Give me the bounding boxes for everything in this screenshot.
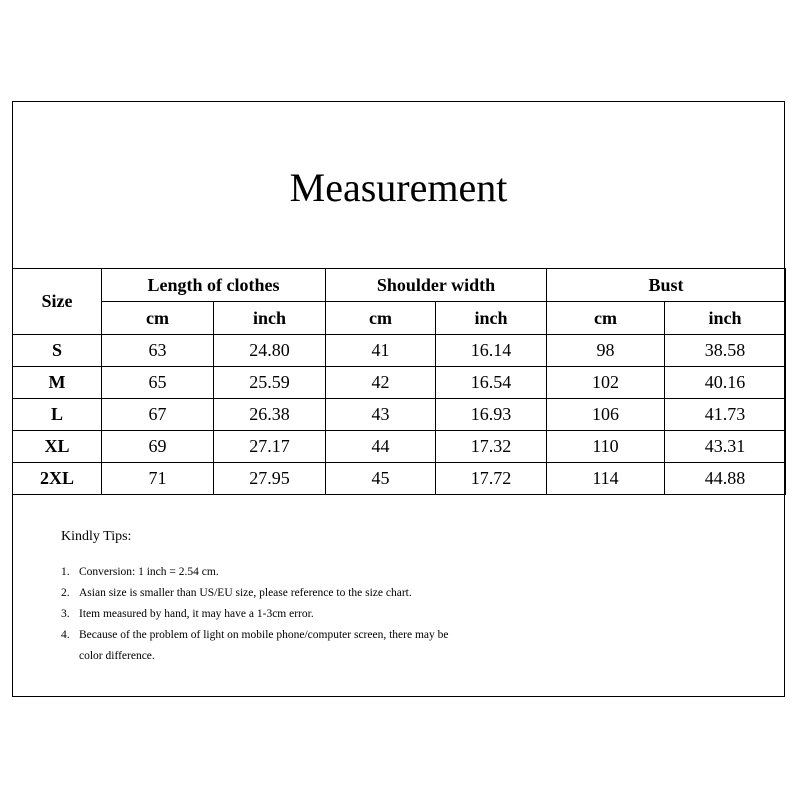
size-header: Size [13,269,102,335]
unit-header: inch [214,302,326,335]
table-row [13,335,786,367]
value-cell: 27.17 [214,431,326,463]
value-cell: 16.14 [436,335,547,367]
list-item-number: 1. [61,566,70,578]
size-table [12,268,786,495]
list-item-text-continued: color difference. [79,650,155,662]
size-cell: M [13,367,102,399]
list-item [61,625,741,667]
size-cell: XL [13,431,102,463]
list-item-text: Because of the problem of light on mobile phone/computer screen, there may be [79,629,449,641]
table-row [13,431,786,463]
value-cell: 67 [102,399,214,431]
list-item [61,583,741,604]
value-cell: 26.38 [214,399,326,431]
value-cell: 44.88 [665,463,786,495]
value-cell: 17.32 [436,431,547,463]
unit-header-row [13,302,786,335]
size-cell: 2XL [13,463,102,495]
value-cell: 43 [326,399,436,431]
group-header-length: Length of clothes [102,269,326,302]
title-area [13,102,784,268]
unit-header: cm [102,302,214,335]
list-item-text: Conversion: 1 inch = 2.54 cm. [79,566,219,578]
list-item-number: 2. [61,587,70,599]
value-cell: 98 [547,335,665,367]
value-cell: 45 [326,463,436,495]
measurement-card [12,101,785,697]
table-row [13,367,786,399]
group-header-row [13,269,786,302]
unit-header: cm [547,302,665,335]
value-cell: 38.58 [665,335,786,367]
value-cell: 41 [326,335,436,367]
value-cell: 42 [326,367,436,399]
list-item [61,604,741,625]
value-cell: 71 [102,463,214,495]
value-cell: 65 [102,367,214,399]
list-item-text: Item measured by hand, it may have a 1-3cm error. [79,608,314,620]
value-cell: 17.72 [436,463,547,495]
group-header-shoulder: Shoulder width [326,269,547,302]
tips-section [61,528,741,667]
list-item-number: 3. [61,608,70,620]
list-item-text: Asian size is smaller than US/EU size, please reference to the size chart. [79,587,412,599]
value-cell: 43.31 [665,431,786,463]
unit-header: inch [436,302,547,335]
page-title: Measurement [289,165,508,210]
value-cell: 27.95 [214,463,326,495]
value-cell: 106 [547,399,665,431]
unit-header: cm [326,302,436,335]
value-cell: 44 [326,431,436,463]
value-cell: 16.54 [436,367,547,399]
value-cell: 16.93 [436,399,547,431]
size-cell: S [13,335,102,367]
value-cell: 24.80 [214,335,326,367]
unit-header: inch [665,302,786,335]
value-cell: 25.59 [214,367,326,399]
value-cell: 114 [547,463,665,495]
value-cell: 69 [102,431,214,463]
group-header-bust: Bust [547,269,786,302]
value-cell: 110 [547,431,665,463]
value-cell: 102 [547,367,665,399]
table-row [13,399,786,431]
size-cell: L [13,399,102,431]
table-row [13,463,786,495]
tips-list [61,562,741,667]
value-cell: 41.73 [665,399,786,431]
value-cell: 63 [102,335,214,367]
list-item [61,562,741,583]
tips-title: Kindly Tips: [61,529,132,544]
list-item-number: 4. [61,629,70,641]
value-cell: 40.16 [665,367,786,399]
